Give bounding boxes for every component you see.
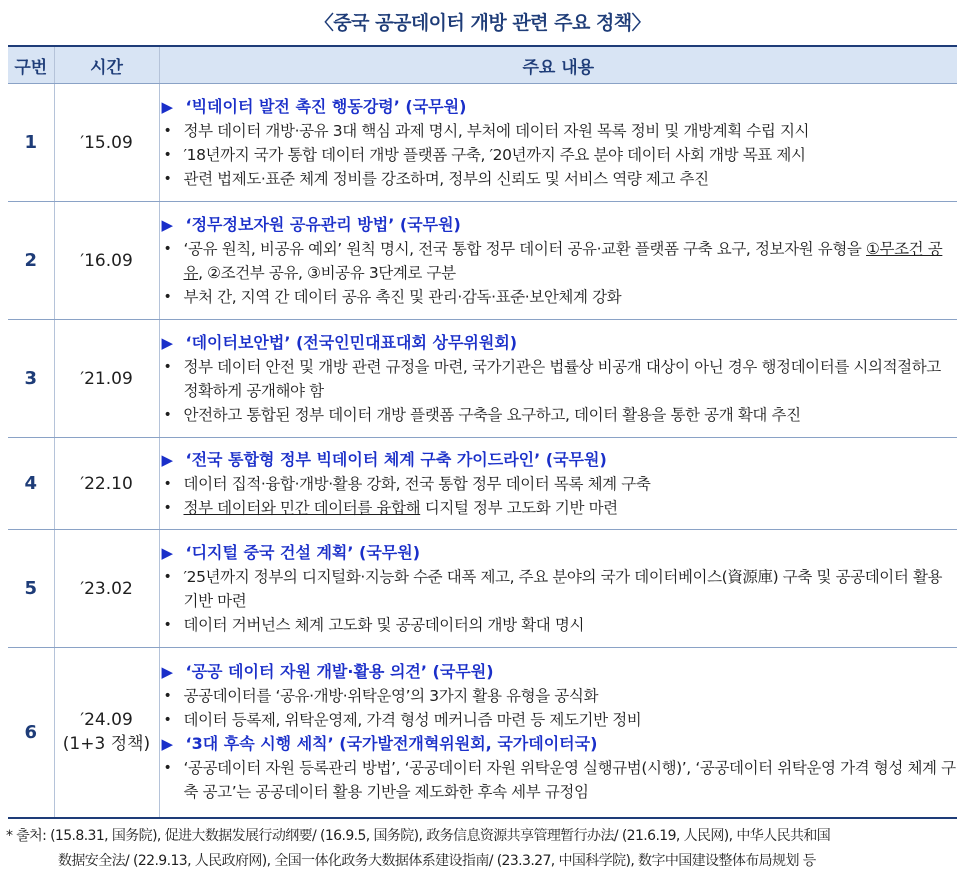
source-note: [6, 824, 961, 874]
bullet-icon: •: [163, 568, 172, 585]
play-triangle-icon: ▶: [161, 543, 174, 562]
list-item: • 공공데이터를 ‘공유·개방·위탁운영’의 3가지 활용 유형을 공식화: [160, 684, 958, 708]
bullet-icon: •: [163, 712, 172, 729]
row-time: ′15.09: [54, 84, 159, 202]
policy-title: ▶ ‘데이터보안법’ (전국인민대표대회 상무위원회): [160, 331, 958, 355]
row-time: ′23.02: [54, 530, 159, 648]
bullet-icon: •: [163, 146, 172, 163]
table-row: [8, 530, 957, 648]
policy-table: [8, 45, 957, 819]
header-content: 주요 내용: [159, 46, 957, 84]
row-time: ′21.09: [54, 320, 159, 438]
row-num: 6: [8, 648, 54, 818]
list-item: • 관련 법제도·표준 체계 정비를 강조하며, 정부의 신뢰도 및 서비스 역량 제고 추진: [160, 167, 958, 191]
bullet-icon: •: [163, 240, 172, 257]
header-num: 구번: [8, 46, 54, 84]
row-content: [159, 320, 957, 438]
row-num: 3: [8, 320, 54, 438]
list-item: • 안전하고 통합된 정부 데이터 개방 플랫폼 구축을 요구하고, 데이터 활용을 통한 공개 확대 추진: [160, 403, 958, 427]
table-row: [8, 202, 957, 320]
list-item: • 부처 간, 지역 간 데이터 공유 촉진 및 관리·감독·표준·보안체계 강화: [160, 285, 958, 309]
row-content: [159, 84, 957, 202]
policy-title: ▶ ‘공공 데이터 자원 개발·활용 의견’ (국무원): [160, 660, 958, 684]
table-header-row: [8, 46, 957, 84]
bullet-icon: •: [163, 170, 172, 187]
row-num: 1: [8, 84, 54, 202]
policy-title: ▶ ‘빅데이터 발전 촉진 행동강령’ (국무원): [160, 95, 958, 119]
list-item: • 데이터 등록제, 위탁운영제, 가격 형성 메커니즘 마련 등 제도기반 정비: [160, 708, 958, 732]
page-title: 〈중국 공공데이터 개방 관련 주요 정책〉: [314, 12, 651, 34]
list-item: • ′18년까지 국가 통합 데이터 개방 플랫폼 구축, ′20년까지 주요 분야 데이터 사회 개방 목표 제시: [160, 143, 958, 167]
table-row: [8, 648, 957, 818]
bullet-icon: •: [163, 288, 172, 305]
table-row: [8, 438, 957, 530]
list-item: • 데이터 거버넌스 체계 고도화 및 공공데이터의 개방 확대 명시: [160, 613, 958, 637]
row-time: ′16.09: [54, 202, 159, 320]
bullet-icon: •: [163, 499, 172, 516]
policy-title: ▶ ‘정무정보자원 공유관리 방법’ (국무원): [160, 213, 958, 237]
source-line-2: 数据安全法/ (22.9.13, 人民政府网), 全国一体化政务大数据体系建设指南/ (23.3.27, 中国科学院), 数字中国建设整体布局规划 등: [58, 853, 816, 869]
header-time: 시간: [54, 46, 159, 84]
bullet-icon: •: [163, 406, 172, 423]
row-content: [159, 438, 957, 530]
list-item: • ‘공유 원칙, 비공유 예외’ 원칙 명시, 전국 통합 정무 데이터 공유·교환 플랫폼 구축 요구, 정보자원 유형을 ①무조건 공유, ②조건부 공유, ③비공유 3단계로 구분: [160, 237, 958, 285]
policy-title: ▶ ‘전국 통합형 정부 빅데이터 체계 구축 가이드라인’ (국무원): [160, 448, 958, 472]
table-row: [8, 84, 957, 202]
row-content: [159, 530, 957, 648]
bullet-icon: •: [163, 760, 172, 777]
play-triangle-icon: ▶: [161, 215, 174, 234]
row-content: [159, 648, 957, 818]
play-triangle-icon: ▶: [161, 735, 174, 754]
list-item: • 데이터 집적·융합·개방·활용 강화, 전국 통합 정무 데이터 목록 체계 구축: [160, 472, 958, 496]
source-line-1: * 출처: (15.8.31, 国务院), 促进大数据发展行动纲要/ (16.9.5, 国务院), 政务信息资源共享管理暂行办法/ (21.6.19, 人民网), 中华人民共和国: [6, 828, 831, 844]
list-item: • 정부 데이터 안전 및 개방 관련 규정을 마련, 국가기관은 법률상 비공개 대상이 아닌 경우 행정데이터를 시의적절하고 정확하게 공개해야 함: [160, 355, 958, 403]
table-row: [8, 320, 957, 438]
list-item: • 정부 데이터와 민간 데이터를 융합해 디지털 정부 고도화 기반 마련: [160, 496, 958, 520]
play-triangle-icon: ▶: [161, 333, 174, 352]
list-item: • ′25년까지 정부의 디지털화·지능화 수준 대폭 제고, 주요 분야의 국가 데이터베이스(資源庫) 구축 및 공공데이터 활용 기반 마련: [160, 565, 958, 613]
bullet-icon: •: [163, 688, 172, 705]
row-time-sub: (1+3 정책): [62, 734, 151, 755]
bullet-icon: •: [163, 358, 172, 375]
play-triangle-icon: ▶: [161, 663, 174, 682]
bullet-icon: •: [163, 475, 172, 492]
policy-title: ▶ ‘디지털 중국 건설 계획’ (국무원): [160, 541, 958, 565]
row-num: 4: [8, 438, 54, 530]
row-num: 5: [8, 530, 54, 648]
bullet-icon: •: [163, 616, 172, 633]
row-time: ′22.10: [54, 438, 159, 530]
row-num: 2: [8, 202, 54, 320]
list-item: • 정부 데이터 개방·공유 3대 핵심 과제 명시, 부처에 데이터 자원 목록 정비 및 개방계획 수립 지시: [160, 119, 958, 143]
play-triangle-icon: ▶: [161, 450, 174, 469]
bullet-icon: •: [163, 122, 172, 139]
row-content: [159, 202, 957, 320]
list-item: • ‘공공데이터 자원 등록관리 방법’, ‘공공데이터 자원 위탁운영 실행규범(시행)’, ‘공공데이터 위탁운영 가격 형성 체계 구축 공고’는 공공데이터 활용 기반을 제도화한 후속 세부 규정임: [160, 756, 958, 804]
policy-title: ▶ ‘3대 후속 시행 세칙’ (국가발전개혁위원회, 국가데이터국): [160, 732, 958, 756]
play-triangle-icon: ▶: [161, 97, 174, 116]
row-time: ′24.09 (1+3 정책): [54, 648, 159, 818]
